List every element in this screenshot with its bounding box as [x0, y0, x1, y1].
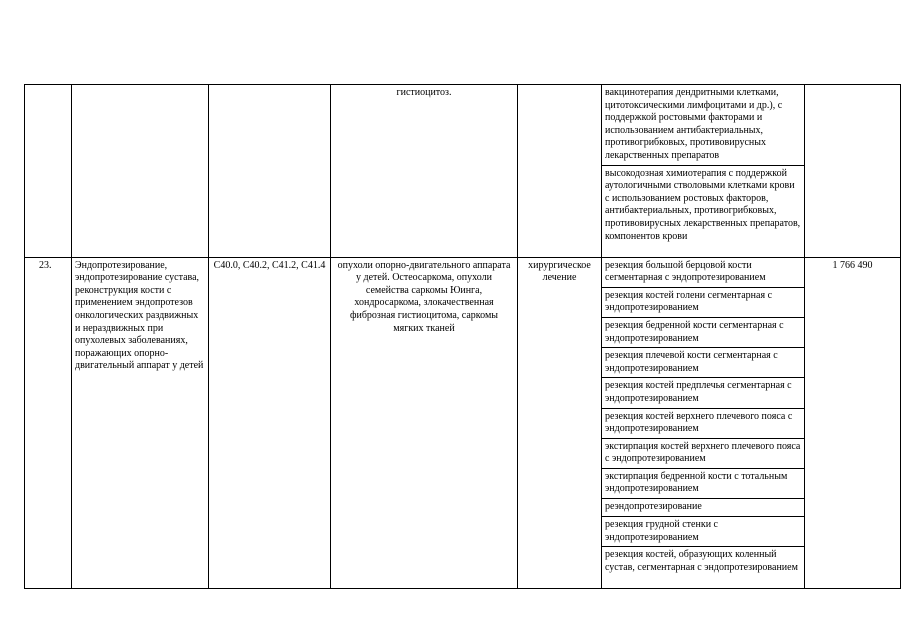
cell-cost-empty [805, 85, 901, 258]
cell-method: высокодозная химиотерапия с поддержкой аутологичными стволовыми клетками крови с использованием ростовых факторов, антибактериальных, противогрибковых, противовирусных лекарственных препаратов, компонентов крови [602, 165, 805, 257]
cell-name: Эндопротезирование, эндопротезирование сустава, реконструкция кости с применением эндопротезов онкологических раздвижных и нераздвижных при опухолевых заболеваниях, поражающих опорно-двигательный аппарат у детей [72, 257, 209, 589]
cell-number: 23. [25, 257, 72, 589]
treatment-table [24, 84, 901, 589]
cell-method: резекция большой берцовой кости сегментарная с эндопротезированием [602, 257, 805, 287]
cell-method: резекция плечевой кости сегментарная с эндопротезированием [602, 348, 805, 378]
cell-codes-empty [209, 85, 331, 258]
table-row [25, 85, 901, 166]
cell-method: резекция костей верхнего плечевого пояса с эндопротезированием [602, 408, 805, 438]
cell-method: реэндопротезирование [602, 499, 805, 517]
cell-method: резекция костей, образующих коленный сустав, сегментарная с эндопротезированием [602, 547, 805, 589]
cell-method: резекция костей голени сегментарная с эндопротезированием [602, 287, 805, 317]
cell-treatment-empty [518, 85, 602, 258]
cell-method: резекция костей предплечья сегментарная с эндопротезированием [602, 378, 805, 408]
cell-method: резекция бедренной кости сегментарная с эндопротезированием [602, 317, 805, 347]
cell-number-empty [25, 85, 72, 258]
cell-method: резекция грудной стенки с эндопротезированием [602, 517, 805, 547]
cell-name-empty [72, 85, 209, 258]
cell-diagnosis: гистиоцитоз. [331, 85, 518, 258]
cell-treatment: хирургическое лечение [518, 257, 602, 589]
cell-method: экстирпация костей верхнего плечевого пояса с эндопротезированием [602, 438, 805, 468]
cell-method: вакцинотерапия дендритными клетками, цитотоксическими лимфоцитами и др.), с поддержкой ростовыми факторами и использованием антибактериальных, противогрибковых, противовирусных лекарственных препаратов [602, 85, 805, 166]
cell-codes: C40.0, C40.2, C41.2, C41.4 [209, 257, 331, 589]
cell-diagnosis: опухоли опорно-двигательного аппарата у детей. Остеосаркома, опухоли семейства саркомы Юинга, хондросаркома, злокачественная фиброзная гистиоцитома, саркомы мягких тканей [331, 257, 518, 589]
cell-cost: 1 766 490 [805, 257, 901, 589]
cell-method: экстирпация бедренной кости с тотальным эндопротезированием [602, 468, 805, 498]
table-row [25, 257, 901, 287]
